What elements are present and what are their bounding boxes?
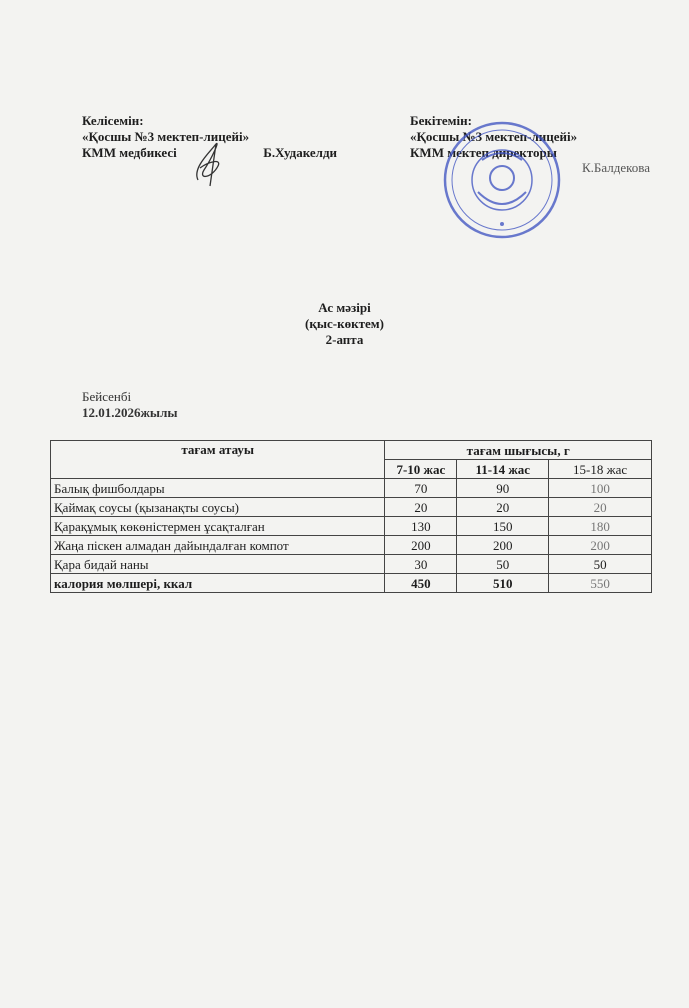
title-line-3: 2-апта — [325, 332, 364, 347]
day-info — [82, 389, 178, 421]
weekday: Бейсенбі — [82, 389, 132, 404]
header-output: тағам шығысы, г — [385, 441, 652, 460]
approval-right-label: Бекітемін: — [410, 113, 472, 128]
header-age-group: 7-10 жас — [385, 460, 457, 479]
cell-value: 50 — [457, 555, 549, 574]
dish-name: Жаңа піскен алмадан дайындалған компот — [51, 536, 385, 555]
dish-name: Қаймақ соусы (қызанақты соусы) — [51, 498, 385, 517]
cell-value: 150 — [457, 517, 549, 536]
approval-left-label: Келісемін: — [82, 113, 144, 128]
table-row-total — [51, 574, 652, 593]
cell-value: 90 — [457, 479, 549, 498]
dish-name: Қарақұмық көкөністермен ұсақталған — [51, 517, 385, 536]
table-row — [51, 555, 652, 574]
cell-value: 20 — [549, 498, 652, 517]
menu-table — [50, 440, 652, 593]
header-age-group: 11-14 жас — [457, 460, 549, 479]
approval-right-position: КММ мектеп директоры — [410, 145, 557, 160]
dish-name: Балық фишболдары — [51, 479, 385, 498]
approval-left-org: «Қосшы №3 мектеп-лицейі» — [82, 129, 250, 144]
table-row — [51, 498, 652, 517]
signature-icon — [190, 138, 230, 188]
cell-value: 200 — [549, 536, 652, 555]
document-title — [0, 300, 689, 348]
total-value: 510 — [457, 574, 549, 593]
total-value: 450 — [385, 574, 457, 593]
title-line-1: Ас мәзірі — [318, 300, 371, 315]
title-line-2: (қыс-көктем) — [305, 316, 384, 331]
cell-value: 200 — [385, 536, 457, 555]
header-age-group: 15-18 жас — [549, 460, 652, 479]
cell-value: 20 — [385, 498, 457, 517]
approval-right-org: «Қосшы №3 мектеп-лицейі» — [410, 129, 578, 144]
cell-value: 100 — [549, 479, 652, 498]
table-row — [51, 479, 652, 498]
approval-left-position: КММ медбикесі — [82, 145, 177, 160]
cell-value: 200 — [457, 536, 549, 555]
approval-right-name: К.Балдекова — [582, 160, 651, 175]
approval-left-name: Б.Худакелди — [263, 145, 338, 160]
date: 12.01.2026жылы — [82, 405, 178, 420]
cell-value: 180 — [549, 517, 652, 536]
cell-value: 30 — [385, 555, 457, 574]
table-row — [51, 536, 652, 555]
official-stamp-icon — [442, 120, 562, 240]
header-dish-name: тағам атауы — [51, 441, 385, 479]
dish-name: Қара бидай наны — [51, 555, 385, 574]
cell-value: 130 — [385, 517, 457, 536]
cell-value: 50 — [549, 555, 652, 574]
table-row — [51, 517, 652, 536]
cell-value: 20 — [457, 498, 549, 517]
total-value: 550 — [549, 574, 652, 593]
total-label: калория мөлшері, ккал — [51, 574, 385, 593]
cell-value: 70 — [385, 479, 457, 498]
